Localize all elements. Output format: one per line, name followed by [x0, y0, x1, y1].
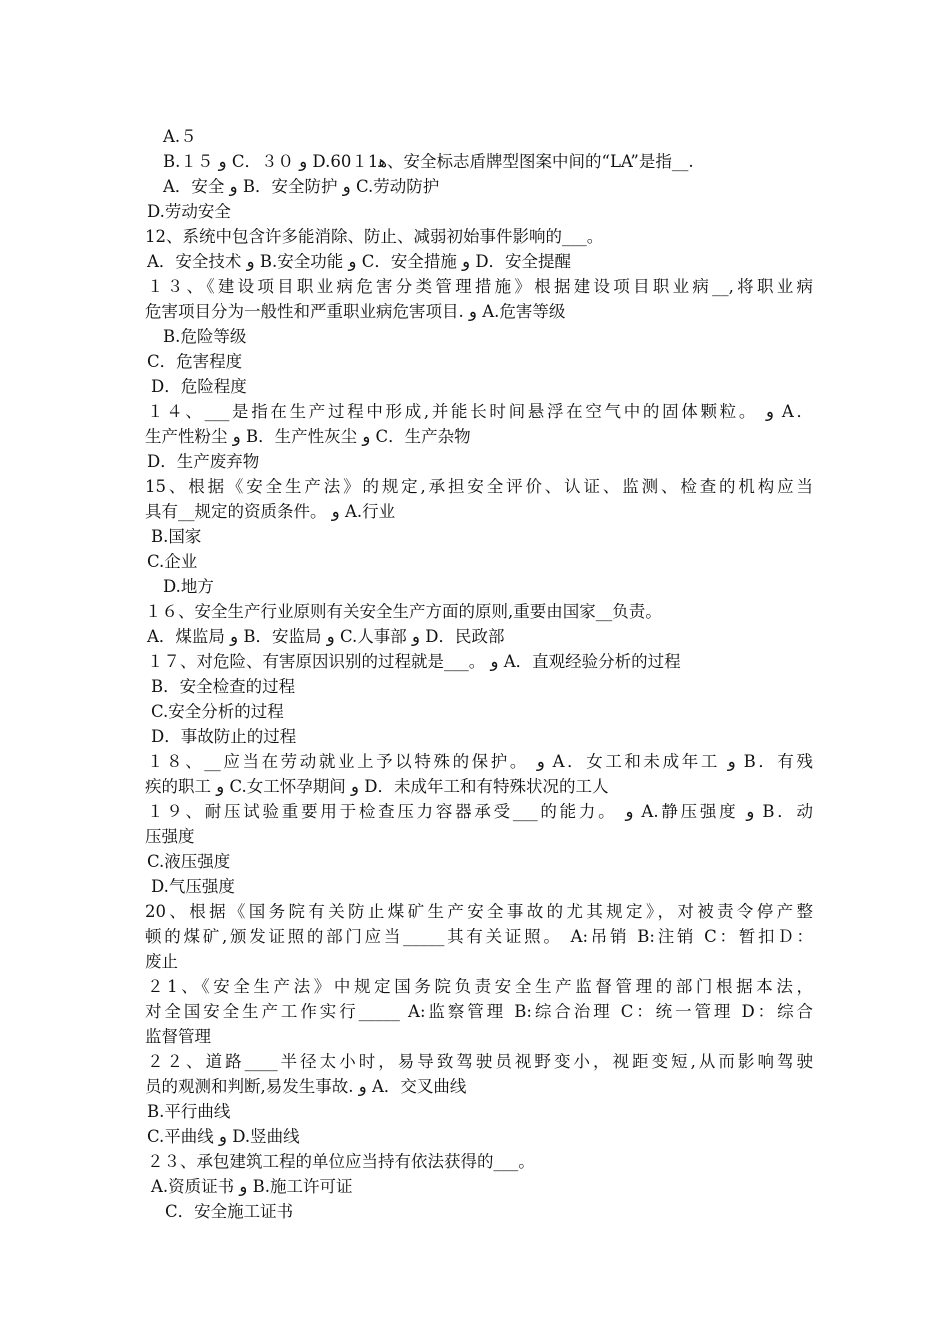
- document-body: [145, 124, 813, 1224]
- text-line: １４、___是指在生产过程中形成,并能长时间悬浮在空气中的固体颗粒。 و A．: [147, 402, 813, 421]
- text-line: B．安全检查的过程: [151, 677, 296, 696]
- text-line: 生产性粉尘 و B．生产性灰尘 و C．生产杂物: [145, 427, 471, 446]
- text-line: C.平曲线 و D.竖曲线: [147, 1127, 300, 1146]
- text-line: １３、《建设项目职业病危害分类管理措施》根据建设项目职业病__,将职业病: [147, 277, 813, 296]
- text-line: 监督管理: [145, 1027, 211, 1046]
- text-line: D．生产废弃物: [147, 452, 260, 471]
- text-line: ２３、承包建筑工程的单位应当持有依法获得的___。: [147, 1152, 535, 1171]
- text-line: A.资质证书 و B.施工许可证: [151, 1177, 353, 1196]
- text-line: D.地方: [163, 577, 214, 596]
- text-line: 员的观测和判断,易发生事故. و A．交叉曲线: [145, 1077, 467, 1096]
- text-line: B.平行曲线: [147, 1102, 231, 1121]
- text-line: D．危险程度: [151, 377, 247, 396]
- text-line: ２２、道路____半径太小时，易导致驾驶员视野变小，视距变短,从而影响驾驶: [147, 1052, 813, 1071]
- text-line: 20、根据《国务院有关防止煤矿生产安全事故的尤其规定》，对被责令停产整: [145, 902, 813, 921]
- text-line: C．安全施工证书: [165, 1202, 294, 1221]
- text-line: 15、根据《安全生产法》的规定,承担安全评价、认证、监测、检查的机构应当: [145, 477, 813, 496]
- text-line: B.１５ و C．３０ و D.60１1ﻫ、安全标志盾牌型图案中间的“LA”是指__.: [163, 152, 694, 171]
- text-line: 压强度: [145, 827, 195, 846]
- text-line: １６、安全生产行业原则有关安全生产方面的原则,重要由国家__负责。: [145, 602, 662, 621]
- text-line: 危害项目分为一般性和严重职业病危害项目. و A.危害等级: [145, 302, 566, 321]
- text-line: 12、系统中包含许多能消除、防止、减弱初始事件影响的___。: [145, 227, 604, 246]
- text-line: D．事故防止的过程: [151, 727, 297, 746]
- text-line: A．安全技术 و B.安全功能 و C．安全措施 و D．安全提醒: [147, 252, 572, 271]
- text-line: ２1、《安全生产法》中规定国务院负责安全生产监督管理的部门根据本法，: [147, 977, 813, 996]
- text-line: A．煤监局 و B．安监局 و C.人事部 و D．民政部: [147, 627, 505, 646]
- text-line: B.国家: [151, 527, 202, 546]
- text-line: B.危险等级: [163, 327, 247, 346]
- text-line: A．安全 و B．安全防护 و C.劳动防护: [163, 177, 440, 196]
- text-line: C.企业: [147, 552, 198, 571]
- text-line: 顿的煤矿,颁发证照的部门应当_____其有关证照。 A:吊销 B:注销 C：暂扣Ｄ：: [145, 927, 813, 946]
- text-line: C．危害程度: [147, 352, 243, 371]
- text-line: １８、__应当在劳动就业上予以特殊的保护。 و A．女工和未成年工 و B．有残: [147, 752, 813, 771]
- text-line: C.安全分析的过程: [151, 702, 284, 721]
- text-line: C.液压强度: [147, 852, 231, 871]
- text-line: D.气压强度: [151, 877, 235, 896]
- text-line: １７、对危险、有害原因识别的过程就是___。 و A．直观经验分析的过程: [147, 652, 681, 671]
- text-line: 疾的职工 و C.女工怀孕期间 و D．未成年工和有特殊状况的工人: [145, 777, 609, 796]
- text-line: 废止: [145, 952, 178, 971]
- text-line: D.劳动安全: [147, 202, 231, 221]
- text-line: １９、耐压试验重要用于检查压力容器承受___的能力。 و A.静压强度 و B．动: [147, 802, 813, 821]
- text-line: 具有__规定的资质条件。 و A.行业: [145, 502, 396, 521]
- text-line: A.５: [163, 127, 197, 146]
- text-line: 对全国安全生产工作实行_____ A:监察管理 B:综合治理 C：统一管理 D：综合: [145, 1002, 813, 1021]
